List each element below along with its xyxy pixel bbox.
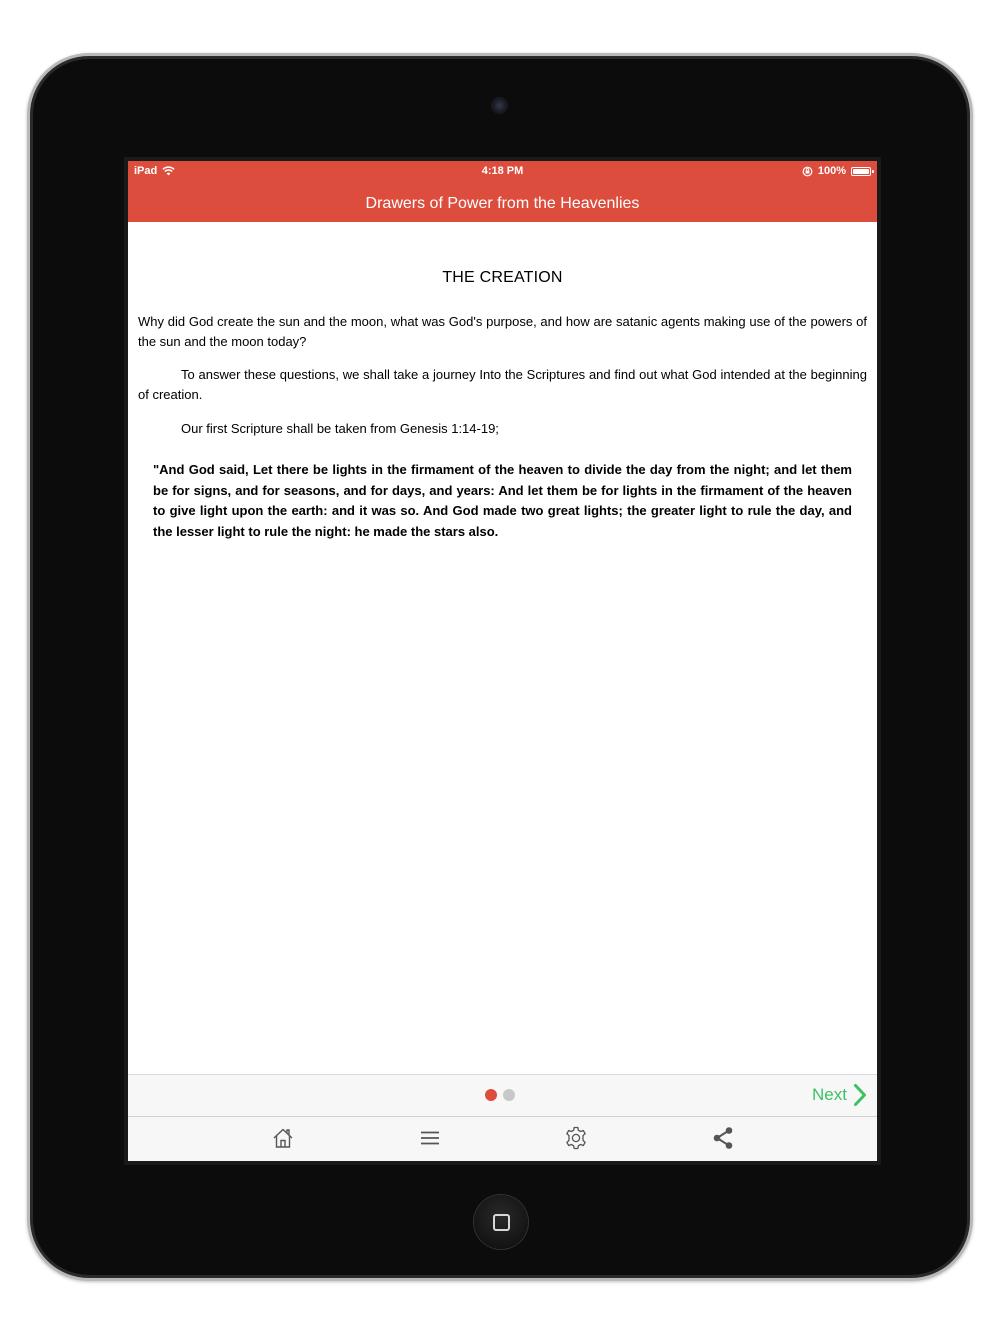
app-header <box>128 161 877 222</box>
gear-icon <box>563 1125 589 1151</box>
paragraph: Our first Scripture shall be taken from Genesis 1:14-19; <box>181 421 499 436</box>
chevron-right-icon <box>853 1083 867 1107</box>
page-dot-inactive[interactable] <box>503 1089 515 1101</box>
battery-percent: 100% <box>817 165 846 177</box>
next-button[interactable] <box>812 1083 867 1107</box>
tab-share[interactable] <box>709 1124 737 1152</box>
paragraph: To answer these questions, we shall take a journey Into the Scriptures and find out what God intended at the beginning of creation. <box>138 367 867 402</box>
status-right <box>802 165 871 177</box>
reading-content <box>138 222 867 542</box>
status-time: 4:18 PM <box>481 165 524 177</box>
pager-bar <box>128 1074 877 1116</box>
home-button-square-icon <box>493 1214 510 1231</box>
device-label: iPad <box>134 165 158 177</box>
status-bar <box>128 161 877 181</box>
tab-bar <box>128 1116 877 1161</box>
tab-settings[interactable] <box>562 1124 590 1152</box>
front-camera <box>492 98 507 113</box>
page-dot-active[interactable] <box>485 1089 497 1101</box>
home-hardware-button[interactable] <box>474 1195 528 1249</box>
app-title: Drawers of Power from the Heavenlies <box>365 195 640 212</box>
paragraph: Why did God create the sun and the moon, what was God's purpose, and how are satanic agents making use of the powers of the sun and the moon today? <box>138 314 867 349</box>
next-label: Next <box>812 1085 847 1104</box>
battery-icon <box>851 167 871 176</box>
tab-home[interactable] <box>269 1124 297 1152</box>
app-screen <box>124 157 881 1165</box>
share-icon <box>710 1125 736 1151</box>
page-indicator[interactable] <box>485 1089 515 1101</box>
hamburger-menu-icon <box>418 1126 442 1150</box>
tab-menu[interactable] <box>416 1124 444 1152</box>
orientation-lock-icon <box>802 166 813 177</box>
home-icon <box>271 1126 295 1150</box>
chapter-title: THE CREATION <box>442 269 563 286</box>
scripture-quote: "And God said, Let there be lights in the firmament of the heaven to divide the day from the night; and let them be for signs, and for seasons, and for days, and years: And let them be for lights in the firmament of the heaven to give light upon the earth: and it was so. And God made two great lights; the greater light to rule the day, and the lesser light to rule the night: he made the stars also. <box>153 462 852 539</box>
